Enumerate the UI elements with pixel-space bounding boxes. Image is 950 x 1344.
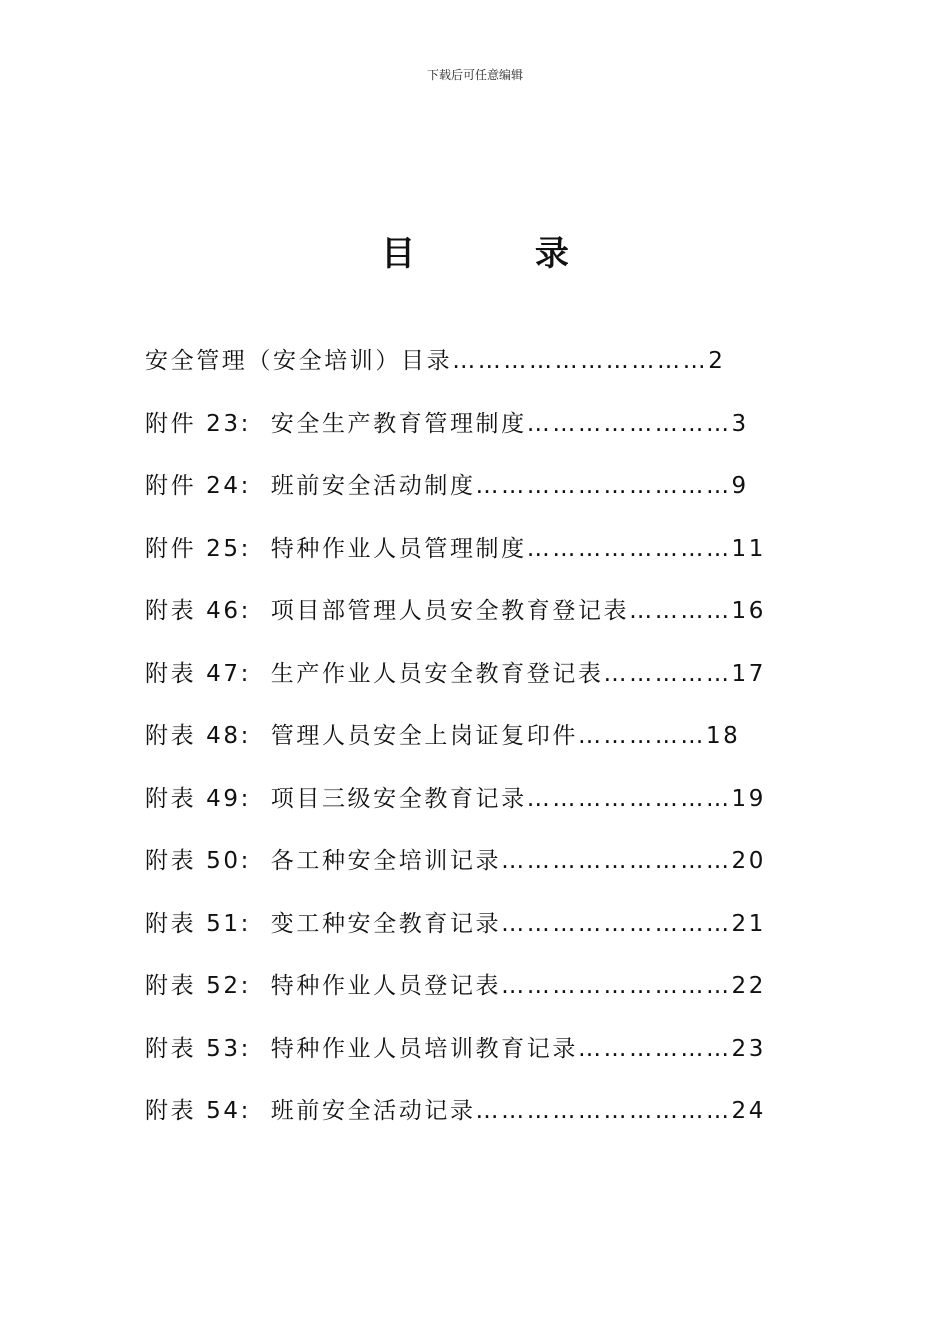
toc-entry-text: 附表 49: 项目三级安全教育记录……………………19: [145, 785, 767, 812]
toc-entry: [145, 590, 767, 653]
toc-entry: [145, 715, 745, 778]
toc-entry-text: 附表 48: 管理人员安全上岗证复印件……………18: [145, 723, 741, 749]
toc-entry-text: 附表 54: 班前安全活动记录…………………………24: [145, 1098, 767, 1124]
toc-entry-text: 附表 50: 各工种安全培训记录………………………20: [145, 848, 767, 874]
toc-entry: [145, 778, 767, 841]
toc-entry: [145, 403, 749, 466]
toc-entry-text: 安全管理（安全培训）目录…………………………2: [145, 348, 726, 374]
toc-entry-text: 附件 24: 班前安全活动制度…………………………9: [145, 473, 749, 499]
toc-entry: [145, 653, 767, 716]
toc-entry-text: 附表 46: 项目部管理人员安全教育登记表…………16: [145, 598, 767, 624]
toc-entry-text: 附表 47: 生产作业人员安全教育登记表……………17: [145, 660, 767, 687]
toc-entry: [145, 465, 749, 528]
toc-entry-text: 附表 51: 变工种安全教育记录………………………21: [145, 910, 767, 937]
toc-entry-text: 附表 52: 特种作业人员登记表………………………22: [145, 973, 767, 999]
toc-entry: [145, 903, 767, 966]
toc-entry: [145, 1090, 767, 1153]
toc-entry: [145, 340, 745, 403]
toc-entry: [145, 965, 767, 1028]
toc-entry: [145, 840, 767, 903]
header-note: 下载后可任意编辑: [426, 68, 523, 82]
toc-entry-text: 附件 25: 特种作业人员管理制度……………………11: [145, 535, 767, 562]
toc-entry-text: 附件 23: 安全生产教育管理制度……………………3: [145, 410, 749, 437]
page-title: 目 录: [381, 234, 623, 274]
table-of-contents: [145, 340, 767, 1153]
toc-entry: [145, 528, 767, 591]
toc-entry: [145, 1028, 767, 1091]
toc-entry-text: 附表 53: 特种作业人员培训教育记录………………23: [145, 1035, 767, 1062]
